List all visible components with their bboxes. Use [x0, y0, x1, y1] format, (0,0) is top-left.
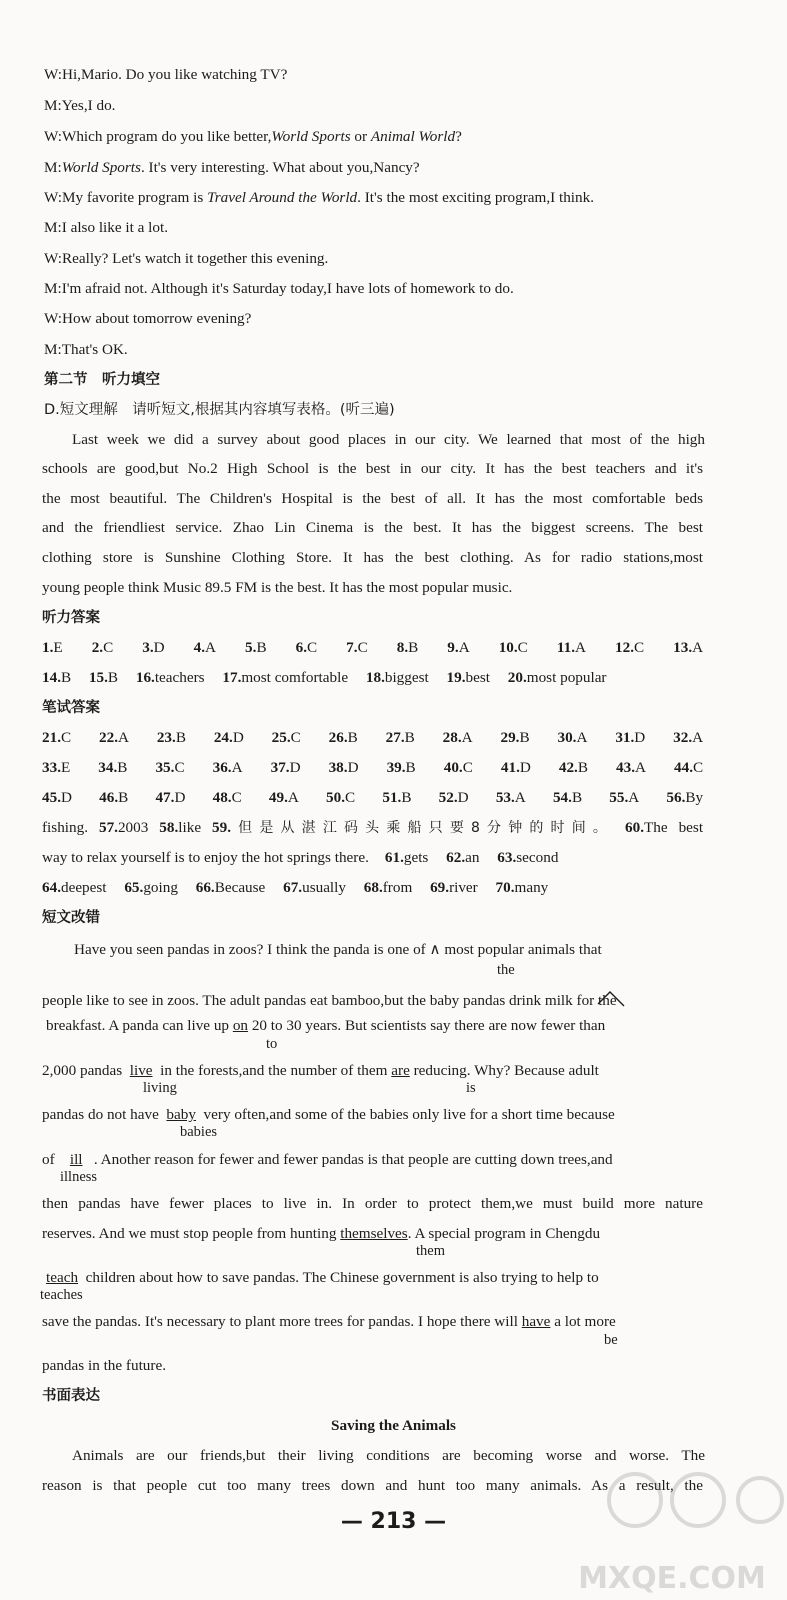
answer-item: 23.B [156, 729, 186, 746]
answer-item: 4.A [193, 639, 217, 656]
answer-item: 34.B [98, 759, 128, 776]
answer-item: 69.river [430, 879, 478, 896]
listening-row-1 [42, 638, 703, 658]
strike-mark [596, 988, 626, 1012]
correction-line-1: Have you seen pandas in zoos? I think the panda is one of ∧ most popular animals that [74, 940, 602, 958]
answer-item: 1.E [42, 639, 63, 656]
correction-line-10: save the pandas. It's necessary to plant more trees for pandas. I hope there will have a lot more [42, 1313, 616, 1330]
answer-item: 9.A [447, 639, 470, 656]
answer-item: 13.A [673, 639, 704, 656]
answer-item: 29.B [500, 729, 530, 746]
answer-item: 5.B [245, 639, 267, 656]
essay-title: Saving the Animals [331, 1417, 456, 1434]
written-row-1 [42, 728, 703, 748]
answer-item: 39.B [386, 759, 416, 776]
answer-item: 14.B [42, 669, 72, 686]
answer-item: 44.C [674, 759, 704, 776]
correction-line-8: reserves. And we must stop people from hunting themselves. A special program in Chengdu [42, 1225, 601, 1242]
dialogue-line-8: M:I'm afraid not. Although it's Saturday today,I have lots of homework to do. [44, 280, 514, 297]
essay-line-2: reason is that people cut too many trees down and hunt too many animals. As a result, the [42, 1477, 703, 1494]
answer-item: 33.E [42, 759, 71, 776]
answer-item: 61.gets [384, 849, 429, 866]
written-row-4: fishing. 57.2003 58.like 59.但是从湛江码头乘船只要8分钟的时间。 60.The best [42, 819, 704, 836]
correction-line-6: of ill . Another reason for fewer and fewer pandas is that people are cutting down trees,and [42, 1151, 613, 1168]
answer-item: 32.A [673, 729, 704, 746]
answer-item: 46.B [99, 789, 129, 806]
answer-item: 40.C [443, 759, 473, 776]
answer-item: 27.B [385, 729, 415, 746]
answer-item: 56.By [666, 789, 704, 806]
correction-fix: them [416, 1243, 445, 1259]
answer-item: 65.going [124, 879, 178, 896]
dialogue-line-7: W:Really? Let's watch it together this evening. [44, 250, 329, 267]
answer-item: 25.C [271, 729, 301, 746]
dialogue-line-1: W:Hi,Mario. Do you like watching TV? [44, 66, 288, 83]
answer-item: 51.B [382, 789, 412, 806]
answer-item: 7.C [346, 639, 368, 656]
answer-item: 30.A [557, 729, 588, 746]
answer-item: 35.C [155, 759, 185, 776]
dialogue-line-10: M:That's OK. [44, 341, 128, 358]
written-row-6 [42, 878, 562, 898]
correction-fix: the [497, 962, 515, 978]
essay-line-1: Animals are our friends,but their living conditions are becoming worse and worse. The [72, 1447, 705, 1464]
answer-item: 11.A [556, 639, 586, 656]
answer-item: 16.teachers [135, 669, 205, 686]
correction-line-3: breakfast. A panda can live up on 20 to 30 years. But scientists say there are now fewer than [46, 1017, 606, 1034]
correction-fix: is [466, 1080, 476, 1096]
answer-item: 53.A [495, 789, 526, 806]
correction-line-7: then pandas have fewer places to live in. In order to protect them,we must build more nature [42, 1195, 703, 1212]
struck-word: the [598, 992, 617, 1009]
listening-heading: 听力答案 [42, 610, 100, 626]
answer-item: 17.most comfortable [222, 669, 349, 686]
answer-item: 47.D [155, 789, 186, 806]
answer-item: 55.A [609, 789, 640, 806]
answer-item: 15.B [88, 669, 119, 686]
correction-fix: babies [180, 1124, 218, 1140]
answer-item: 8.B [396, 639, 419, 656]
answer-item: 31.D [615, 729, 646, 746]
passage-line-1: Last week we did a survey about good places in our city. We learned that most of the high [72, 431, 705, 448]
answer-item: 42.B [558, 759, 588, 776]
correction-fix: be [604, 1332, 618, 1348]
answer-item: 28.A [442, 729, 473, 746]
answer-item: 66.Because [195, 879, 266, 896]
correction-fix: living [143, 1080, 177, 1096]
answer-item: 38.D [328, 759, 359, 776]
answer-item: 6.C [295, 639, 318, 656]
answer-item: 52.D [438, 789, 469, 806]
correction-fix: to [266, 1036, 278, 1052]
answer-item: 45.D [42, 789, 72, 806]
correction-line-2: people like to see in zoos. The adult pandas eat bamboo,but the baby pandas drink milk for the [42, 991, 617, 1011]
section-instruction: D.短文理解 请听短文,根据其内容填写表格。(听三遍) [44, 402, 395, 418]
answer-item: 67.usually [283, 879, 346, 896]
answer-item: 64.deepest [42, 879, 107, 896]
svg-text:MXQE.COM: MXQE.COM [578, 1561, 766, 1596]
answer-item: 12.C [615, 639, 645, 656]
correction-line-4: 2,000 pandas live in the forests,and the number of them are reducing. Why? Because adult [42, 1062, 599, 1079]
listening-row-2 [42, 668, 621, 688]
dialogue-line-6: M:I also like it a lot. [44, 219, 169, 236]
dialogue-line-4: M:World Sports. It's very interesting. What about you,Nancy? [44, 159, 420, 176]
answer-item: 49.A [268, 789, 299, 806]
answer-item: 19.best [446, 669, 490, 686]
section-heading: 第二节 听力填空 [44, 372, 160, 388]
answer-item: 50.C [326, 789, 356, 806]
answer-item: 36.A [212, 759, 243, 776]
answer-item: 3.D [142, 639, 165, 656]
answer-item: 37.D [270, 759, 301, 776]
answer-item: 10.C [498, 639, 528, 656]
answer-item: 54.B [552, 789, 583, 806]
answer-item: 70.many [495, 879, 549, 896]
written-row-5: way to relax yourself is to enjoy the hot springs there. 61.gets 62.an 63.second [42, 849, 559, 866]
answer-item: 43.A [616, 759, 646, 776]
page-number: — 213 — [340, 1509, 447, 1534]
dialogue-line-5: W:My favorite program is Travel Around the World. It's the most exciting program,I think. [44, 189, 594, 206]
answer-item: 63.second [497, 849, 559, 866]
dialogue-line-9: W:How about tomorrow evening? [44, 310, 252, 327]
written-heading: 笔试答案 [42, 700, 100, 716]
dialogue-line-2: M:Yes,I do. [44, 97, 116, 114]
answer-item: 18.biggest [365, 669, 429, 686]
passage-line-2: schools are good,but No.2 High School is the best in our city. It has the best teachers and it's [42, 460, 703, 477]
answer-item: 48.C [212, 789, 242, 806]
answer-item: 20.most popular [507, 669, 607, 686]
correction-line-5: pandas do not have baby very often,and some of the babies only live for a short time because [42, 1106, 615, 1123]
answer-item: 68.from [363, 879, 413, 896]
dialogue-line-3: W:Which program do you like better,World Sports or Animal World? [44, 128, 462, 145]
answer-item: 21.C [42, 729, 72, 746]
answer-item: 2.C [91, 639, 114, 656]
written-row-2 [42, 758, 703, 778]
answer-item: 24.D [213, 729, 244, 746]
passage-line-6: young people think Music 89.5 FM is the best. It has the most popular music. [42, 579, 513, 596]
writing-heading: 书面表达 [42, 1388, 100, 1404]
answer-item: 41.D [500, 759, 531, 776]
correction-line-11: pandas in the future. [42, 1357, 166, 1374]
correction-fix: teaches [40, 1287, 83, 1303]
passage-line-5: clothing store is Sunshine Clothing Store. It has the best clothing. As for radio stations,most [42, 549, 703, 566]
insertion-caret: ∧ [429, 940, 441, 958]
correction-fix: illness [60, 1169, 98, 1185]
passage-line-3: the most beautiful. The Children's Hospital is the best of all. It has the most comfortable beds [42, 490, 703, 507]
passage-line-4: and the friendliest service. Zhao Lin Cinema is the best. It has the biggest screens. The best [42, 519, 703, 536]
correction-heading: 短文改错 [42, 910, 100, 926]
correction-line-9: teach children about how to save pandas. The Chinese government is also trying to help to [46, 1269, 599, 1286]
answer-item: 22.A [99, 729, 129, 746]
answer-item: 62.an [446, 849, 480, 866]
written-row-3 [42, 788, 703, 808]
answer-item: 26.B [328, 729, 358, 746]
